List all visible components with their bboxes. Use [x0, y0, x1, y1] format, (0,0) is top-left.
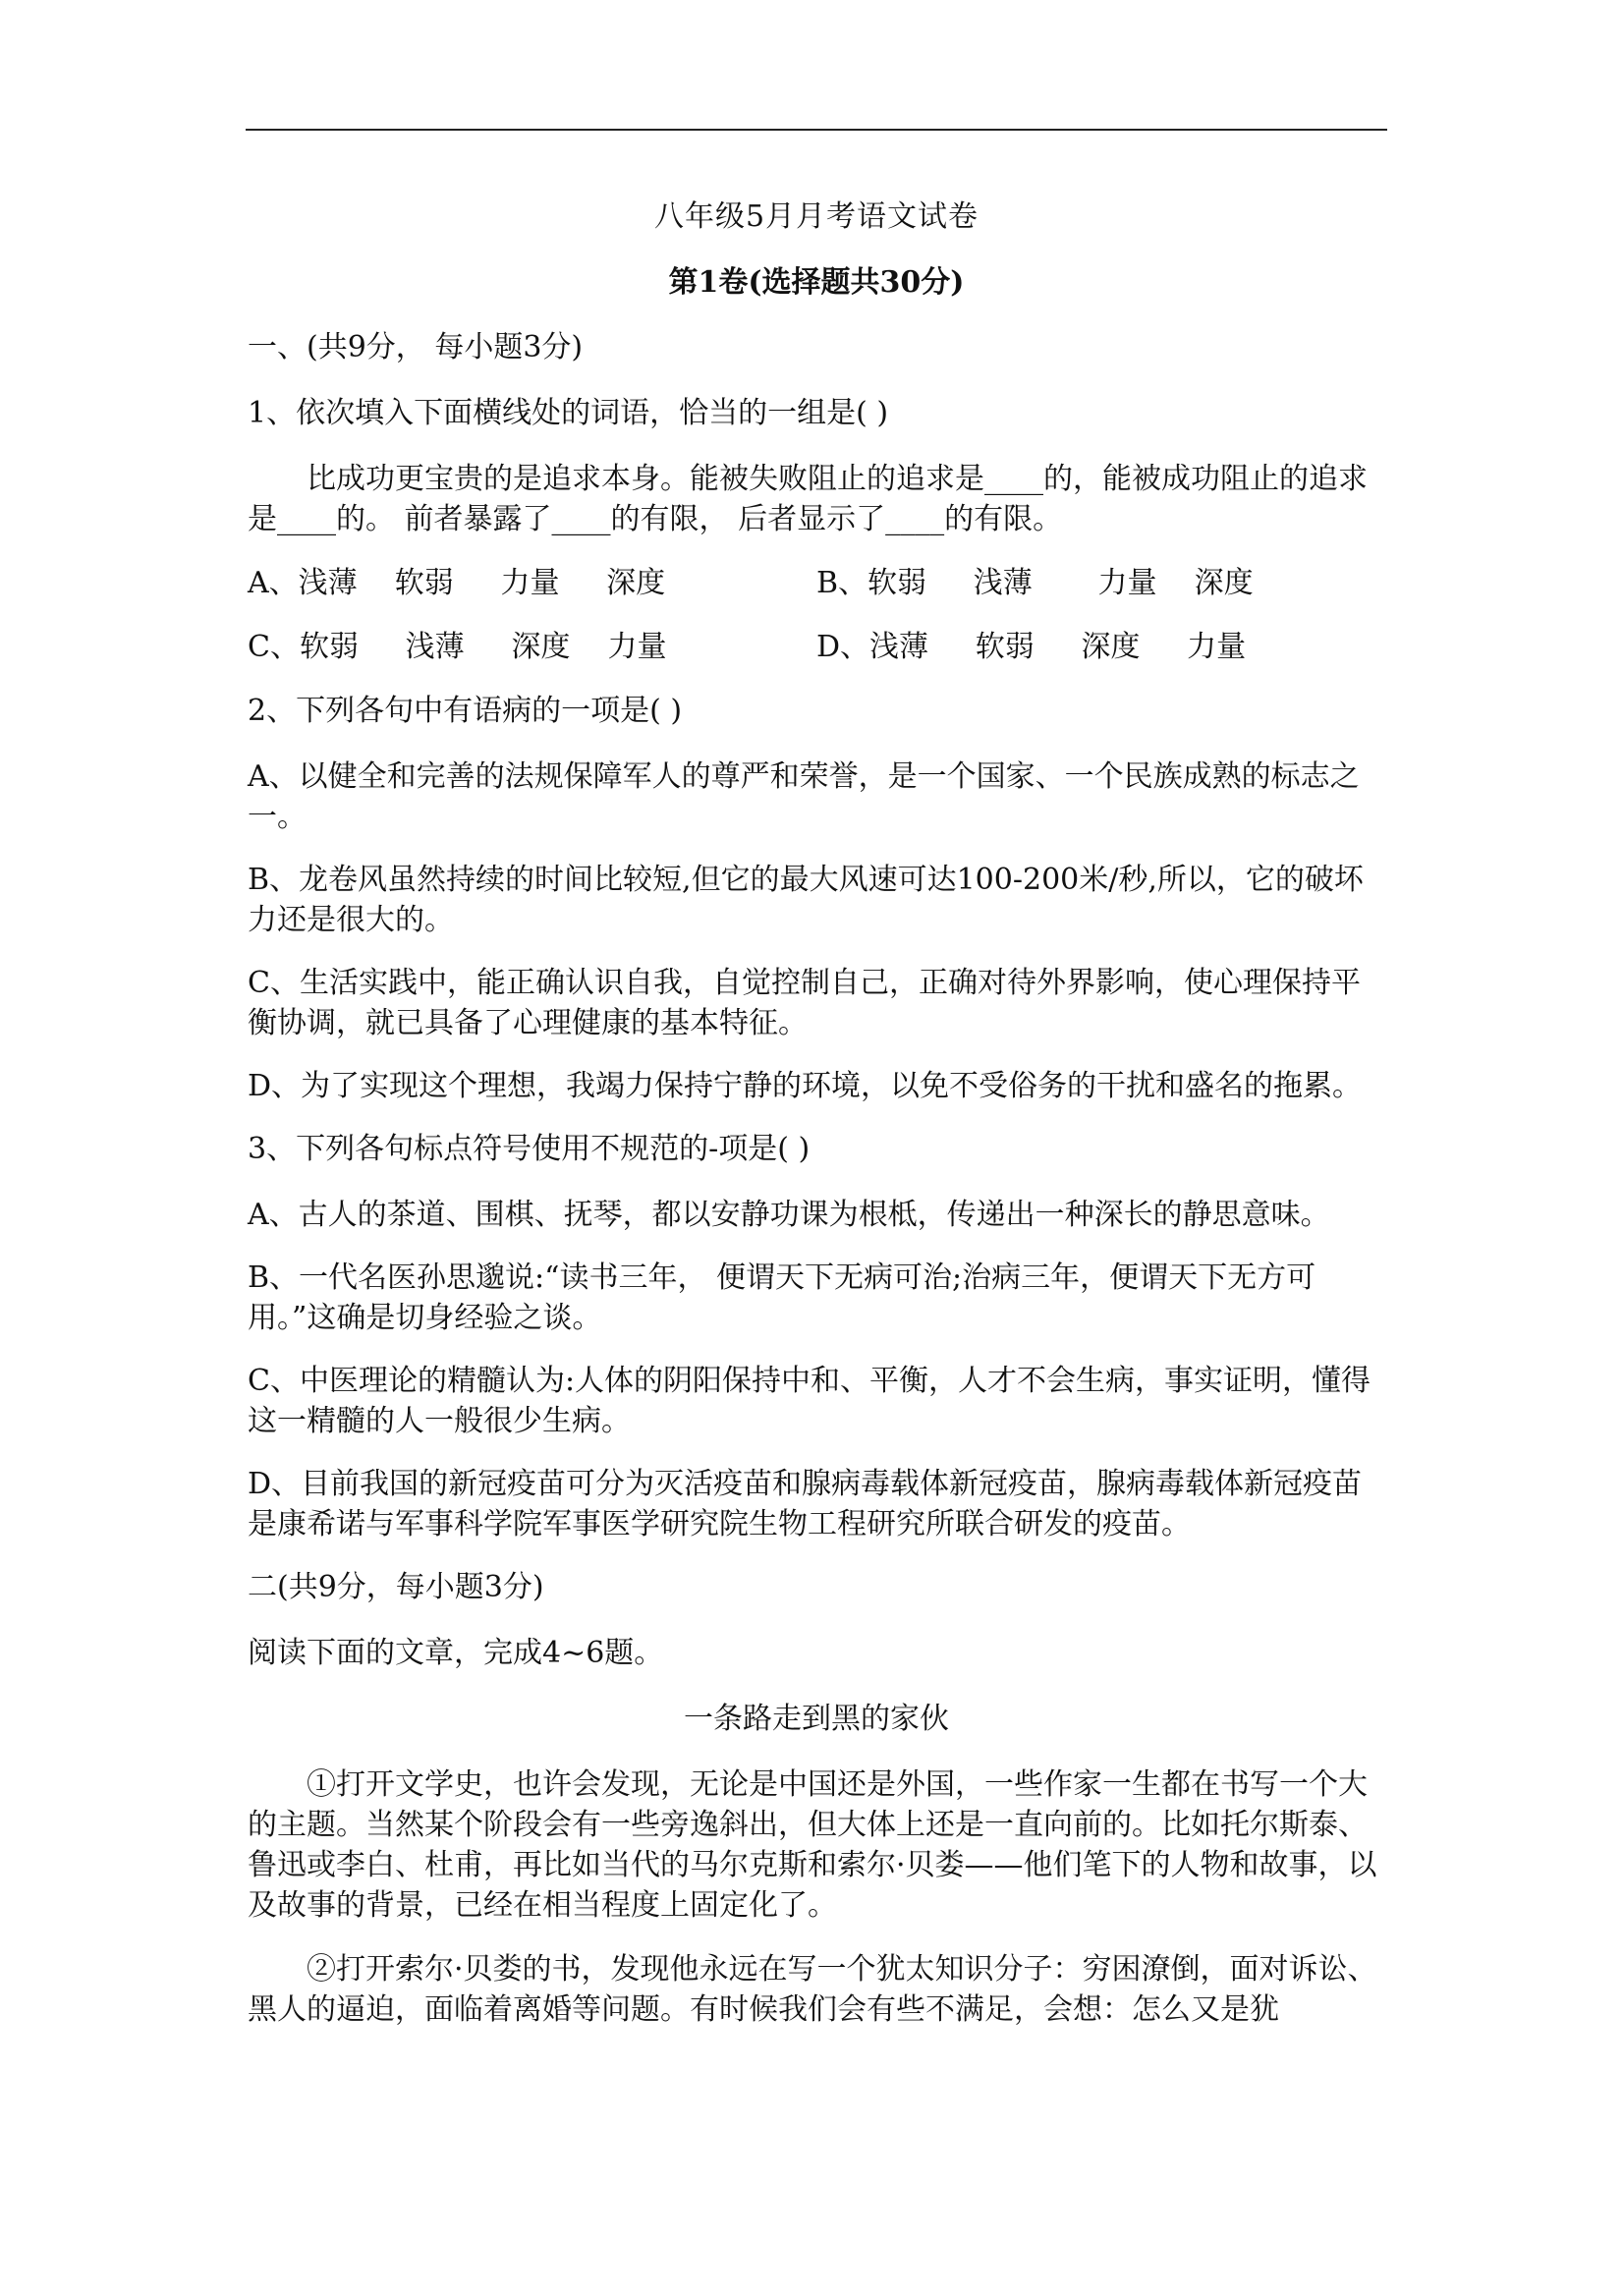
q1-passage: 比成功更宝贵的是追求本身。能被失败阻止的追求是____的，能被成功阻止的追求是____的。 前者暴露了____的有限， 后者显示了____的有限。	[248, 462, 1368, 536]
q1-options-row-1	[248, 563, 1385, 603]
article-title: 一条路走到黑的家伙	[684, 1702, 949, 1736]
exam-subtitle: 第1卷(选择题共30分)	[668, 265, 965, 300]
section1-heading: 一、(共9分， 每小题3分)	[248, 330, 584, 364]
q2-option-c: C、生活实践中，能正确认识自我，自觉控制自己，正确对待外界影响，使心理保持平衡协调，就已具备了心理健康的基本特征。	[248, 966, 1361, 1040]
q1-option-a: A、浅薄 软弱 力量 深度	[248, 566, 666, 600]
document-body	[248, 196, 1385, 2053]
header-rule	[246, 129, 1387, 131]
q1-stem: 1、依次填入下面横线处的词语，恰当的一组是( )	[248, 396, 889, 430]
q1-option-c: C、软弱 浅薄 深度 力量	[248, 630, 667, 664]
q2-option-d: D、为了实现这个理想，我竭力保持宁静的环境，以免不受俗务的干扰和盛名的拖累。	[248, 1069, 1363, 1103]
q3-option-d: D、目前我国的新冠疫苗可分为灭活疫苗和腺病毒载体新冠疫苗，腺病毒载体新冠疫苗是康希诺与军事科学院军事医学研究院生物工程研究所联合研发的疫苗。	[248, 1467, 1363, 1541]
q2-option-a: A、以健全和完善的法规保障军人的尊严和荣誉，是一个国家、一个民族成熟的标志之一。	[248, 759, 1360, 834]
q3-option-b: B、一代名医孙思邈说:“读书三年， 便谓天下无病可治;治病三年，便谓天下无方可用。”这确是切身经验之谈。	[248, 1260, 1316, 1335]
q1-options-row-2	[248, 627, 1385, 667]
q3-stem: 3、下列各句标点符号使用不规范的-项是( )	[248, 1132, 811, 1166]
q1-option-d: D、浅薄 软弱 深度 力量	[816, 630, 1247, 664]
q1-option-b: B、软弱 浅薄 力量 深度	[816, 566, 1254, 600]
section2-heading: 二(共9分，每小题3分)	[248, 1570, 544, 1604]
q2-option-b: B、龙卷风虽然持续的时间比较短,但它的最大风速可达100-200米/秒,所以，它的破坏力还是很大的。	[248, 863, 1364, 937]
q3-option-c: C、中医理论的精髓认为:人体的阴阳保持中和、平衡，人才不会生病，事实证明，懂得这一精髓的人一般很少生病。	[248, 1364, 1371, 1438]
q2-stem: 2、下列各句中有语病的一项是( )	[248, 694, 683, 728]
exam-title: 八年级5月月考语文试卷	[653, 199, 979, 234]
article-paragraph: ①打开文学史，也许会发现，无论是中国还是外国，一些作家一生都在书写一个大的主题。当然某个阶段会有一些旁逸斜出，但大体上还是一直向前的。比如托尔斯泰、鲁迅或李白、杜甫，再比如当代的马尔克斯和索尔·贝娄——他们笔下的人物和故事，以及故事的背景，已经在相当程度上固定化了。	[248, 1767, 1377, 1923]
section2-instruction: 阅读下面的文章，完成4~6题。	[248, 1636, 664, 1670]
q3-option-a: A、古人的茶道、围棋、抚琴，都以安静功课为根柢，传递出一种深长的静思意味。	[248, 1198, 1330, 1232]
article-paragraph: ②打开索尔·贝娄的书，发现他永远在写一个犹太知识分子：穷困潦倒，面对诉讼、黑人的逼迫，面临着离婚等问题。有时候我们会有些不满足，会想：怎么又是犹	[248, 1952, 1377, 2027]
